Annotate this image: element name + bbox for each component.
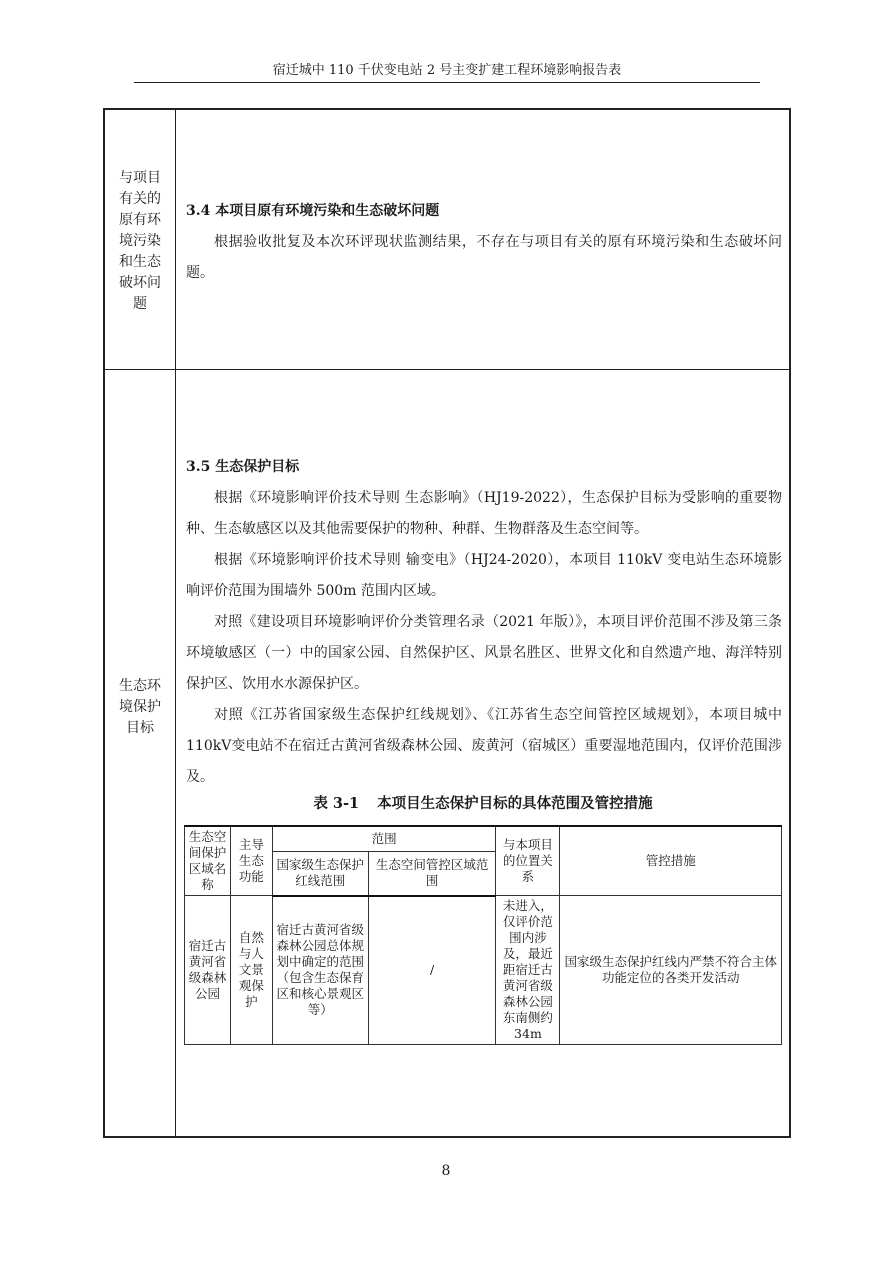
ecology-targets-table <box>184 825 782 1045</box>
header-scope-provincial: 生态空间管控区域范围 <box>368 851 496 895</box>
section-35-paragraph: 根据《环境影响评价技术导则 生态影响》（HJ19-2022），生态保护目标为受影响的重要物种、生态敏感区以及其他需要保护的物种、种群、生物群落及生态空间等。 <box>186 490 782 537</box>
section-35-content <box>186 452 782 793</box>
section-34-label <box>104 168 176 315</box>
header-scope: 范围 <box>272 826 496 851</box>
section-35-paragraph: 对照《江苏省国家级生态保护红线规划》、《江苏省生态空间管控区域规划》，本项目城中110kV变电站不在宿迁古黄河省级森林公园、废黄河（宿城区）重要湿地范围内，仅评价范围涉及。 <box>186 707 782 785</box>
section-35-paragraph: 对照《建设项目环境影响评价分类管理名录（2021 年版）》，本项目评价范围不涉及第三条环境敏感区（一）中的国家公园、自然保护区、风景名胜区、世界文化和自然遗产地、海洋特别保护区、饮用水水源保护区。 <box>186 614 782 692</box>
section-35-label <box>104 676 176 739</box>
label-line: 境保护 <box>119 699 161 715</box>
label-line: 目标 <box>126 720 154 736</box>
table-row <box>185 896 782 1045</box>
table-caption <box>184 793 782 815</box>
label-line: 有关的 <box>119 191 161 207</box>
label-line: 破坏问 <box>119 275 161 291</box>
header-area-name: 生态空间保护区域名称 <box>185 826 231 896</box>
header-measures: 管控措施 <box>560 826 782 896</box>
section-34-paragraph: 根据验收批复及本次环评现状监测结果，不存在与项目有关的原有环境污染和生态破坏问题。 <box>186 234 782 281</box>
page-number: 8 <box>441 1163 451 1179</box>
cell-relation: 未进入，仅评价范围内涉及，最近距宿迁古黄河省级森林公园东南侧约 34m <box>496 896 560 1045</box>
label-line: 和生态 <box>119 254 161 270</box>
cell-measures: 国家级生态保护红线内严禁不符合主体功能定位的各类开发活动 <box>560 896 782 1045</box>
section-34-title: 3.4 本项目原有环境污染和生态破坏问题 <box>186 203 440 219</box>
section-34-content <box>186 196 782 289</box>
label-line: 与项目 <box>119 170 161 186</box>
table-caption-text: 本项目生态保护目标的具体范围及管控措施 <box>377 795 653 812</box>
label-line: 境污染 <box>119 233 161 249</box>
header-function: 主导生态功能 <box>230 826 272 896</box>
cell-area-name: 宿迁古黄河省级森林公园 <box>185 896 231 1045</box>
header-relation: 与本项目的位置关系 <box>496 826 560 896</box>
cell-scope-national: 宿迁古黄河省级森林公园总体规划中确定的范围（包含生态保育区和核心景观区等） <box>272 896 368 1045</box>
section-35-paragraph: 根据《环境影响评价技术导则 输变电》（HJ24-2020），本项目 110kV 变电站生态环境影响评价范围为围墙外 500m 范围内区域。 <box>186 552 782 599</box>
cell-scope-provincial: / <box>368 896 496 1045</box>
label-line: 生态环 <box>119 678 161 694</box>
section-35-title: 3.5 生态保护目标 <box>186 459 300 475</box>
cell-function: 自然与人文景观保护 <box>230 896 272 1045</box>
row-divider <box>103 369 791 370</box>
label-line: 原有环 <box>119 212 161 228</box>
header-scope-national: 国家级生态保护红线范围 <box>272 851 368 895</box>
label-line: 题 <box>133 296 147 312</box>
header-rule <box>134 82 760 83</box>
page-header-title: 宿迁城中 110 千伏变电站 2 号主变扩建工程环境影响报告表 <box>272 63 622 78</box>
table-caption-number: 表 3-1 <box>313 795 360 812</box>
